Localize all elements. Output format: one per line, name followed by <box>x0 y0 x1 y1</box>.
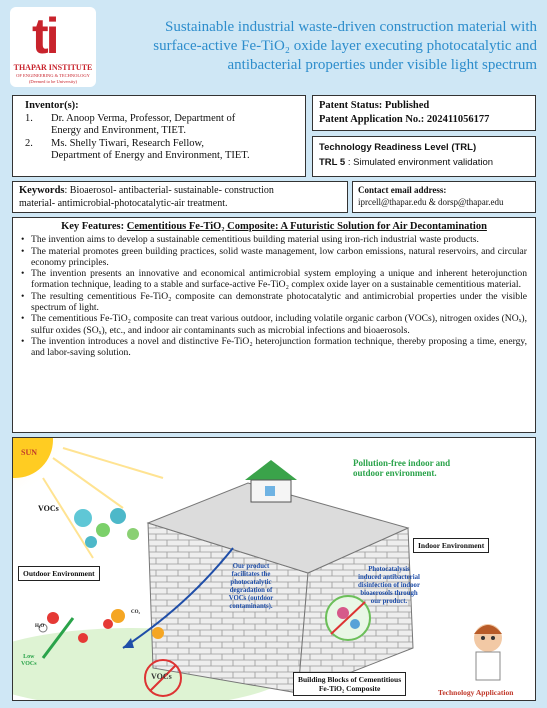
sun-label: SUN <box>21 448 38 457</box>
trl-description: : Simulated environment validation <box>345 157 494 168</box>
trl-panel <box>312 136 536 177</box>
photocatalysis-line: disinfection of indoor <box>358 582 420 589</box>
product-line: degradation of <box>229 587 273 594</box>
keywords-row <box>19 184 341 197</box>
title-line: surface-active Fe-TiO₂ oxide layer executing photocatalytic and <box>153 38 537 54</box>
contact-heading: Contact email address: <box>358 185 447 195</box>
feature-item: • The invention aims to develop a sustainable cementitious building material using iron-rich industrial waste products. <box>21 234 527 245</box>
inventor-line: Ms. Shelly Tiwari, Research Fellow, <box>51 137 205 149</box>
low-vocs-label <box>21 654 37 668</box>
contact-emails[interactable]: iprcell@thapar.edu & dorsp@thapar.edu <box>358 197 504 207</box>
outdoor-environment-label: Outdoor Environment <box>18 566 100 581</box>
feature-item: • The invention introduces a novel and distinctive Fe-TiO₂ heterojunction formation technique, thereby proposing a time, energy, and labor-saving solution. <box>21 336 527 359</box>
product-description <box>211 563 291 611</box>
contact-panel <box>352 181 536 213</box>
inventors-panel <box>12 95 306 177</box>
inventor-text <box>43 113 235 138</box>
inventor-text <box>43 138 250 163</box>
keywords-text: material- antimicrobial-photocatalytic-air treatment. <box>19 198 228 209</box>
vocs-label: VOCs <box>38 504 59 513</box>
features-heading <box>21 221 527 232</box>
feature-item: • The material promotes green building practices, solid waste management, low carbon emissions, natural reservoirs, and circular economy principles. <box>21 246 527 269</box>
inventor-line: Energy and Environment, TIET. <box>51 125 187 136</box>
inventor-line: Department of Energy and Environment, TIET. <box>51 150 250 161</box>
building-blocks-label <box>293 672 406 696</box>
page-title <box>112 18 537 75</box>
features-heading-prefix: Key Features: <box>61 221 127 232</box>
photocatalysis-description <box>343 566 435 606</box>
keywords-panel <box>12 181 348 213</box>
photocatalysis-line: bioaerosols through <box>360 590 418 597</box>
inventor-line: Dr. Anoop Verma, Professor, Department of <box>51 112 236 124</box>
no-vocs-label: VOCs <box>151 672 172 681</box>
trl-level: TRL 5 <box>319 157 346 168</box>
pollution-free-text <box>353 458 450 478</box>
inventor-item <box>19 138 299 163</box>
keywords-label: Keywords <box>19 185 65 196</box>
patent-application: Patent Application No.: 202411056177 <box>319 114 490 125</box>
key-features-panel <box>12 217 536 433</box>
building-blocks-line: Building Blocks of Cementitious <box>298 675 402 684</box>
title-line: Sustainable industrial waste-driven construction material with <box>165 19 537 35</box>
inventor-item <box>19 113 299 138</box>
house-icon <box>245 460 297 502</box>
patent-panel <box>312 95 536 131</box>
cartoon-scientist <box>474 624 502 680</box>
feature-item: • The invention presents an innovative and economical antimicrobial system employing a unique and inherent heterojunction formation technique, leading to a stable and surface-active Fe-TiO₂ complex oxide layer on a sustainable cementitious material. <box>21 268 527 291</box>
institute-status: (Deemed to be University) <box>28 79 78 84</box>
features-list <box>21 234 527 358</box>
product-line: VOCs (outdoor <box>228 595 274 602</box>
inventor-number: 2. <box>25 137 33 149</box>
pollution-free-line: Pollution-free indoor and <box>353 458 451 468</box>
product-line: photocatalytic <box>230 579 272 586</box>
inventor-number: 1. <box>25 112 33 124</box>
features-heading-title: Cementitious Fe-TiO₂ Composite: A Futuristic Solution for Air Decontamination <box>126 221 487 232</box>
institute-name: THAPAR INSTITUTE <box>13 63 93 72</box>
indoor-environment-label: Indoor Environment <box>413 538 489 553</box>
inventors-heading: Inventor(s): <box>25 100 79 111</box>
feature-item: • The resulting cementitious Fe-TiO₂ composite can demonstrate photocatalytic and antimicrobial properties under the visible spectrum of light. <box>21 291 527 314</box>
low-vocs-line: Low <box>23 654 35 660</box>
institute-sub: OF ENGINEERING & TECHNOLOGY <box>16 73 90 78</box>
h2o-label: H₂O <box>35 624 45 629</box>
feature-item: • The cementitious Fe-TiO₂ composite can treat various outdoor, including volatile organic carbon (VOCs), nitrogen oxides (NOₓ), sulfur oxides (SOₓ), etc., and indoor air contaminants such as microbial infections and bioaerosols. <box>21 313 527 336</box>
institute-logo <box>10 7 96 87</box>
low-vocs-line: VOCs <box>21 661 37 667</box>
title-line: antibacterial properties under visible light spectrum <box>227 57 537 73</box>
technology-illustration <box>12 437 536 701</box>
keywords-text: : Bioaerosol- antibacterial- sustainable- construction <box>64 185 274 196</box>
trl-row <box>319 155 529 170</box>
photocatalysis-line: Photocatalysis <box>368 566 410 573</box>
product-line: contaminants). <box>229 603 273 610</box>
photocatalysis-line: our product. <box>370 598 408 605</box>
logo-mark: ti <box>32 8 57 64</box>
pollution-free-line: outdoor environment. <box>353 468 437 478</box>
product-line: facilitates the <box>231 571 271 578</box>
building-blocks-line: Fe-TiO₂ Composite <box>318 684 381 693</box>
photocatalysis-line: induced antibacterial <box>358 574 420 581</box>
technology-application-label: Technology Application <box>438 688 514 697</box>
trl-heading: Technology Readiness Level (TRL) <box>319 142 477 153</box>
product-line: Our product <box>232 563 270 570</box>
co2-label: CO₂ <box>131 610 140 615</box>
patent-status: Patent Status: Published <box>319 100 430 111</box>
